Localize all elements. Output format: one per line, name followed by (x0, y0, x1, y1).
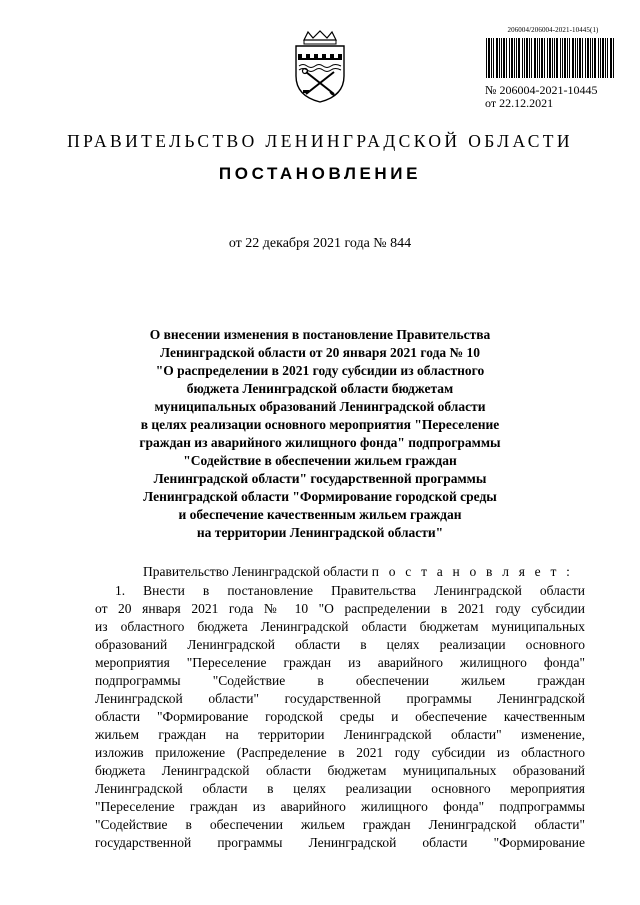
document-date-number: от 22 декабря 2021 года № 844 (228, 236, 412, 251)
registration-block (485, 84, 597, 110)
paragraph-line: подпрограммы "Содействие в обеспечении жильем граждан (95, 673, 585, 688)
coat-of-arms-icon (290, 30, 350, 104)
paragraph-line: области "Формирование городской среды и обеспечение качественным (95, 709, 585, 724)
title-line: "Содействие в обеспечении жильем граждан (183, 453, 457, 468)
title-line: Ленинградской области "Формирование городской среды (143, 489, 497, 504)
paragraph-line: бюджета Ленинградской области бюджетам муниципальных образований (95, 763, 585, 778)
paragraph-line: Ленинградской области" государственной программы Ленинградской (95, 691, 585, 706)
authority-name: ПРАВИТЕЛЬСТВО ЛЕНИНГРАДСКОЙ ОБЛАСТИ (67, 131, 573, 151)
title-line: Ленинградской области от 20 января 2021 года № 10 (160, 345, 480, 360)
paragraph-line: Ленинградской области в целях реализации основного мероприятия (95, 781, 585, 796)
title-line: в целях реализации основного мероприятия "Переселение (140, 417, 500, 432)
intro-verb: п о с т а н о в л я е т : (371, 564, 574, 579)
title-line: бюджета Ленинградской области бюджетам (186, 381, 454, 396)
body-paragraph (95, 582, 585, 852)
paragraph-line: 1. Внести в постановление Правительства Ленинградской области (115, 583, 585, 598)
intro-prefix: Правительство Ленинградской области (143, 564, 369, 579)
barcode-icon (485, 38, 617, 78)
intro-line (143, 564, 573, 580)
paragraph-line: изложив приложение (Распределение в 2021 году субсидии из областного (95, 745, 585, 760)
paragraph-line: "Содействие в обеспечении жильем граждан Ленинградской области" (95, 817, 585, 832)
paragraph-line: "Переселение граждан из аварийного жилищного фонда" подпрограммы (95, 799, 585, 814)
paragraph-line: образований Ленинградской области в целях реализации основного (95, 637, 585, 652)
registration-number: № 206004-2021-10445 (485, 83, 598, 97)
paragraph-line: жильем граждан на территории Ленинградской области" изменение, (95, 727, 585, 742)
document-type: ПОСТАНОВЛЕНИЕ (218, 164, 422, 183)
paragraph-line: государственной программы Ленинградской области "Формирование (95, 835, 585, 850)
doc-code: 206004/206004-2021-10445(1) (507, 26, 599, 34)
title-line: граждан из аварийного жилищного фонда" подпрограммы (139, 435, 501, 450)
paragraph-line: из областного бюджета Ленинградской области бюджетам муниципальных (95, 619, 585, 634)
title-line: "О распределении в 2021 году субсидии из областного (155, 363, 485, 378)
title-line: и обеспечение качественным жильем граждан (178, 507, 462, 522)
title-line: Ленинградской области" государственной программы (153, 471, 487, 486)
registration-date: от 22.12.2021 (485, 96, 554, 110)
title-line: на территории Ленинградской области" (196, 525, 444, 540)
paragraph-line: от 20 января 2021 года № 10 "О распределении в 2021 году субсидии (95, 601, 585, 616)
title-line: О внесении изменения в постановление Правительства (149, 327, 491, 342)
document-title (100, 326, 540, 542)
paragraph-line: мероприятия "Переселение граждан из аварийного жилищного фонда" (95, 655, 585, 670)
title-line: муниципальных образований Ленинградской области (154, 399, 486, 414)
